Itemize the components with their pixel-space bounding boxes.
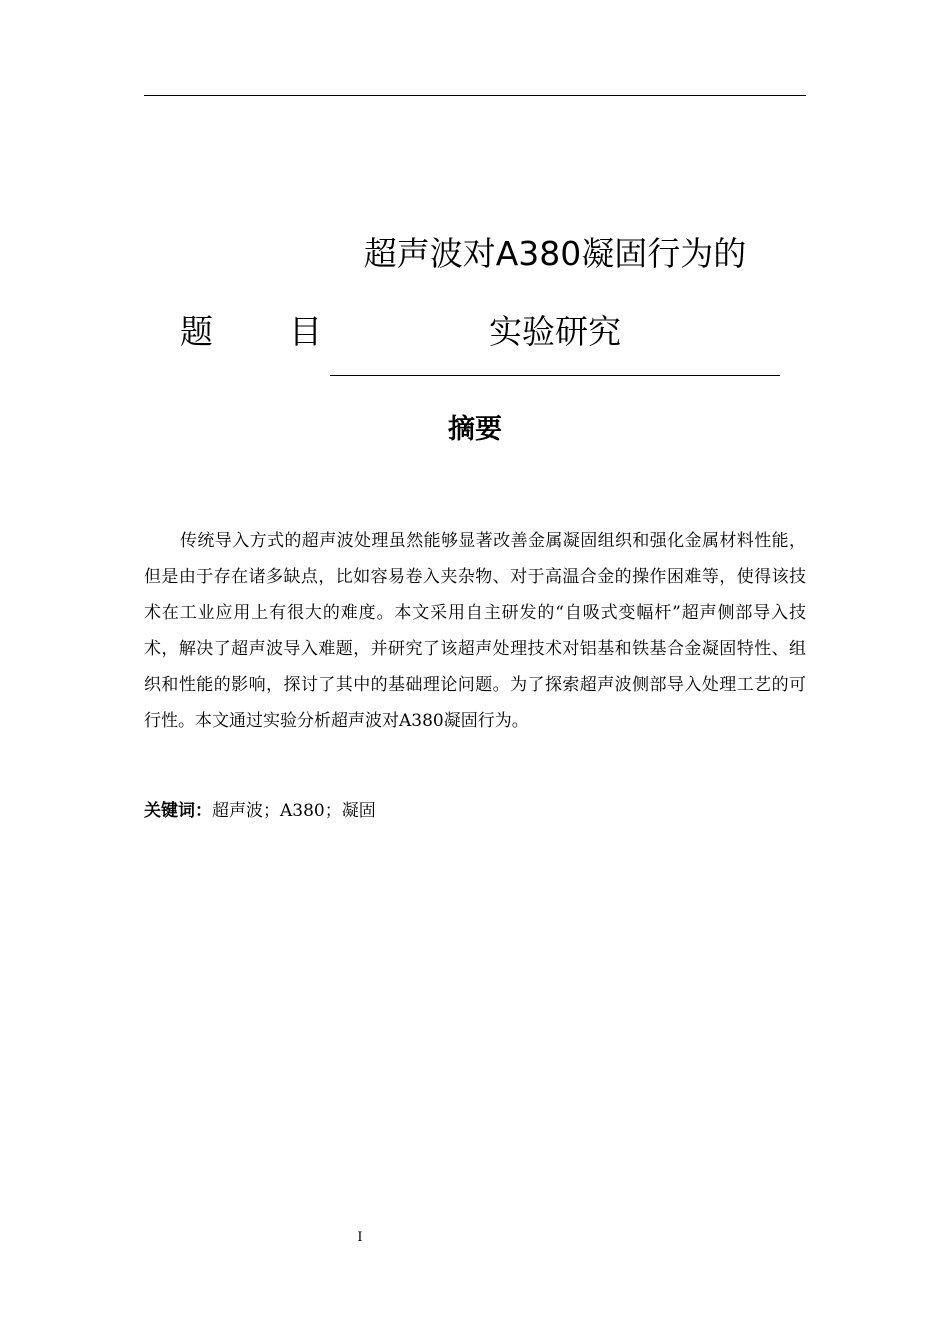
keywords-label: 关键词： bbox=[144, 801, 212, 821]
title-underline bbox=[330, 375, 780, 376]
page-number: I bbox=[357, 1230, 363, 1245]
abstract-heading: 摘要 bbox=[448, 414, 502, 445]
keywords-value: 超声波；A380；凝固 bbox=[212, 801, 376, 821]
header-rule bbox=[144, 95, 806, 96]
thesis-title-line-2: 实验研究 bbox=[489, 312, 621, 351]
thesis-title-line-1: 超声波对A380凝固行为的 bbox=[363, 234, 747, 273]
title-label-char-2: 目 bbox=[289, 312, 322, 351]
keywords-line bbox=[144, 795, 376, 827]
title-label-char-1: 题 bbox=[180, 312, 213, 351]
abstract-body: 传统导入方式的超声波处理虽然能够显著改善金属凝固组织和强化金属材料性能，但是由于存在诸多缺点，比如容易卷入夹杂物、对于高温合金的操作困难等，使得该技术在工业应用上有很大的难度。本文采用自主研发的“自吸式变幅杆”超声侧部导入技术，解决了超声波导入难题，并研究了该超声处理技术对铝基和铁基合金凝固特性、组织和性能的影响，探讨了其中的基础理论问题。为了探索超声波侧部导入处理工艺的可行性。本文通过实验分析超声波对A380凝固行为。 bbox=[144, 531, 806, 731]
